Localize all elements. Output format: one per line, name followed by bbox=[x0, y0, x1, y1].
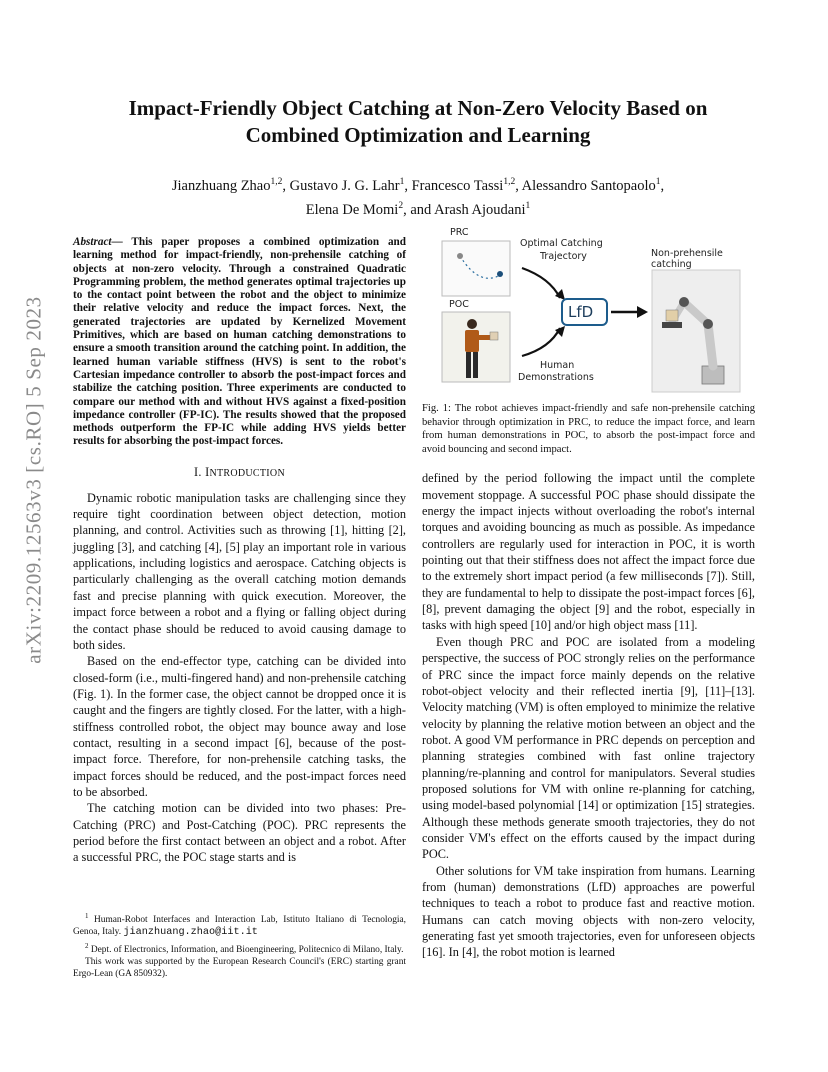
abstract-text: — This paper proposes a combined optimization and learning method for impact-friendly, non-prehensile catching of objects at non-zero velocity. Through a constrained Quadratic Programming problem, the method generates optimal trajectories up to the contact point between the robot and the object to minimize their relative velocity and reduce the impact forces. Next, the generated trajectories are updated by Kernelized Movement Primitives, which are based on human catching demonstrations to ensure a smooth transition around the catching point. In addition, the learned human variable stiffness (HVS) is sent to the robot's Cartesian impedance controller to absorb the post-impact forces and stabilize the catching position. Three experiments are conducted to compare our method with and without HVS against a fixed-position impedance controller (FP-IC). The results showed that the proposed methods outperform the FP-IC while adding HVS yields better results for absorbing the post-impact forces. bbox=[73, 236, 406, 448]
body-paragraph: Even though PRC and POC are isolated from a modeling perspective, the success of POC strongly relies on the performance of PRC since the impact force mainly depends on the relative robot-object velocity and their reflected inertia [9], [11]–[13]. Velocity matching (VM) is often employed to minimize the relative velocity by planning the relative motion between an object and the robot. A good VM performance in PRC depends on perception and planning strategies combined with fast online trajectory planning/re-planning and control for manipulators. Several studies proposed solutions for VM with online re-planning for catching, using model-based polynomial [14] or optimization [15] strategies. Although these methods generate smooth trajectories, they do not consider VM's effect on the efforts caused by the impact during POC. bbox=[422, 634, 755, 862]
body-paragraph: Other solutions for VM take inspiration from humans. Learning from (human) demonstrations (LfD) approaches are powerful techniques to teach a robot to produce fast and reactive motion. Humans can catch moving objects with non-zero velocity, generating fast yet smooth trajectories, even for unforeseen objects [16]. In [4], the robot motion is learned bbox=[422, 863, 755, 960]
author-line-2 bbox=[90, 196, 746, 220]
arxiv-side-stamp bbox=[18, 270, 50, 690]
email-address: jianzhuang.zhao@iit.it bbox=[123, 927, 258, 939]
author-name: , Alessandro Santopaolo bbox=[515, 177, 656, 194]
prc-start-point bbox=[457, 253, 463, 259]
arrowhead bbox=[637, 306, 648, 318]
footnote-funding: This work was supported by the European Research Council's (ERC) starting grant Ergo-Lean (GA 850932). bbox=[73, 956, 406, 980]
author-name: , Francesco Tassi bbox=[404, 177, 504, 194]
label-lfd: LfD bbox=[568, 303, 594, 321]
footnote-mark: 1 bbox=[85, 912, 89, 920]
body-paragraph: Dynamic robotic manipulation tasks are challenging since they require tight coordination between object detection, motion planning, and control. Activities such as throwing [1], hitting [2], juggling [3], and catching [4], [5] play an important role in various applications, including logistics and aerospace. Catching objects is particularly challenging as the overall catching motion demands fast and precise planning with quick execution. Moreover, the impact force between a robot and a flying or falling object during the contact phase should be reduced to avoid causing damage to both sides. bbox=[73, 490, 406, 652]
title-line-2: Combined Optimization and Learning bbox=[245, 123, 591, 147]
affiliation-mark: 1 bbox=[399, 177, 405, 187]
figure-caption: Fig. 1: The robot achieves impact-friendly and safe non-prehensile catching behavior through optimization in PRC, to reduce the impact force, and learn from human demonstrations in POC, to absorb the post-impact force and avoid bouncing and second impact. bbox=[422, 403, 755, 455]
label-prc: PRC bbox=[450, 227, 469, 238]
left-column bbox=[73, 236, 406, 866]
author-name: , Gustavo J. G. Lahr bbox=[282, 177, 400, 194]
spacer bbox=[422, 456, 755, 470]
author-list bbox=[90, 172, 746, 220]
robot-image-panel bbox=[652, 270, 740, 392]
label-demonstrations: Demonstrations bbox=[518, 372, 594, 383]
affiliation-mark: 1 bbox=[655, 177, 661, 187]
label-trajectory: Trajectory bbox=[540, 251, 587, 262]
arxiv-identifier: arXiv:2209.12563v3 [cs.RO] 5 Sep 2023 bbox=[21, 296, 46, 664]
footnote-2 bbox=[73, 940, 406, 956]
arrow-human-to-lfd bbox=[522, 328, 560, 356]
footnotes bbox=[73, 910, 406, 980]
label-catching: catching bbox=[651, 259, 692, 270]
footnote-text: Dept. of Electronics, Information, and Bioengineering, Politecnico di Milano, Italy. bbox=[88, 944, 404, 955]
arrow-optimal-to-lfd bbox=[522, 268, 560, 298]
affiliation-mark: 1,2 bbox=[270, 177, 283, 187]
body-paragraph: Based on the end-effector type, catching can be divided into closed-form (i.e., multi-fingered hand) and non-prehensile catching (Fig. 1). In the former case, the object cannot be dropped once it is caught and the fingers are tightly closed. For the latter, with a high-stiffness controlled robot, the object may bounce away and lose contact, resulting in a second impact [6], because of the post-impact force. Therefore, for non-prehensile catching tasks, the impact forces should be reduced, and the post-impact forces need to be absorbed. bbox=[73, 654, 406, 799]
affiliation-mark: 1,2 bbox=[503, 177, 516, 187]
abstract-lead: Abstract bbox=[73, 236, 112, 248]
section-title-initial: I bbox=[205, 464, 210, 479]
section-title-rest: NTRODUCTION bbox=[209, 467, 285, 479]
author-separator: , bbox=[660, 177, 665, 194]
affiliation-mark: 2 bbox=[398, 200, 404, 211]
section-number: I. bbox=[194, 464, 202, 479]
author-name: , and Arash Ajoudani bbox=[403, 201, 526, 218]
label-optimal-catching: Optimal Catching bbox=[520, 238, 603, 249]
footnote-mark: 2 bbox=[85, 941, 89, 950]
footnote-text: Human-Robot Interfaces and Interaction Lab, Istituto Italiano di Tecnologia, Genoa, Italy. bbox=[73, 915, 406, 938]
label-poc: POC bbox=[449, 299, 469, 310]
label-non-prehensile: Non-prehensile bbox=[651, 248, 723, 259]
body-paragraph: defined by the period following the impact until the complete movement stoppage. A successful POC phase should dissipate the energy the impact injects without overloading the robot's internal torques and avoiding bouncing as much as possible. As impedance controllers are regularly used for interaction in POC, it is worth pointing out that their stiffness does not affect the impact force due to the extremely short impact period (a few milliseconds [7]). Still, they are fundamental to help to dissipate the post-impact forces [6], [8], prevent damaging the object [9] and the robot, especially in tasks with high speed [10] and/or high object mass [11]. bbox=[422, 471, 755, 633]
section-heading bbox=[73, 465, 406, 480]
body-paragraph: The catching motion can be divided into two phases: Pre-Catching (PRC) and Post-Catching (POC). PRC represents the period before the first contact between an object and a robot. After a successful PRC, the POC stage starts and is bbox=[73, 801, 406, 865]
right-column bbox=[422, 226, 755, 961]
label-human: Human bbox=[540, 360, 575, 371]
prc-end-point bbox=[497, 271, 503, 277]
figure-1 bbox=[422, 226, 755, 398]
affiliation-mark: 1 bbox=[525, 200, 531, 211]
author-line-1 bbox=[90, 172, 746, 196]
author-name: Elena De Momi bbox=[305, 201, 399, 218]
author-name: Jianzhuang Zhao bbox=[171, 177, 271, 194]
footnote-1 bbox=[73, 910, 406, 940]
prc-image-panel bbox=[442, 241, 510, 296]
abstract bbox=[73, 236, 406, 449]
title-line-1: Impact-Friendly Object Catching at Non-Zero Velocity Based on bbox=[128, 96, 708, 120]
paper-title bbox=[70, 95, 766, 149]
